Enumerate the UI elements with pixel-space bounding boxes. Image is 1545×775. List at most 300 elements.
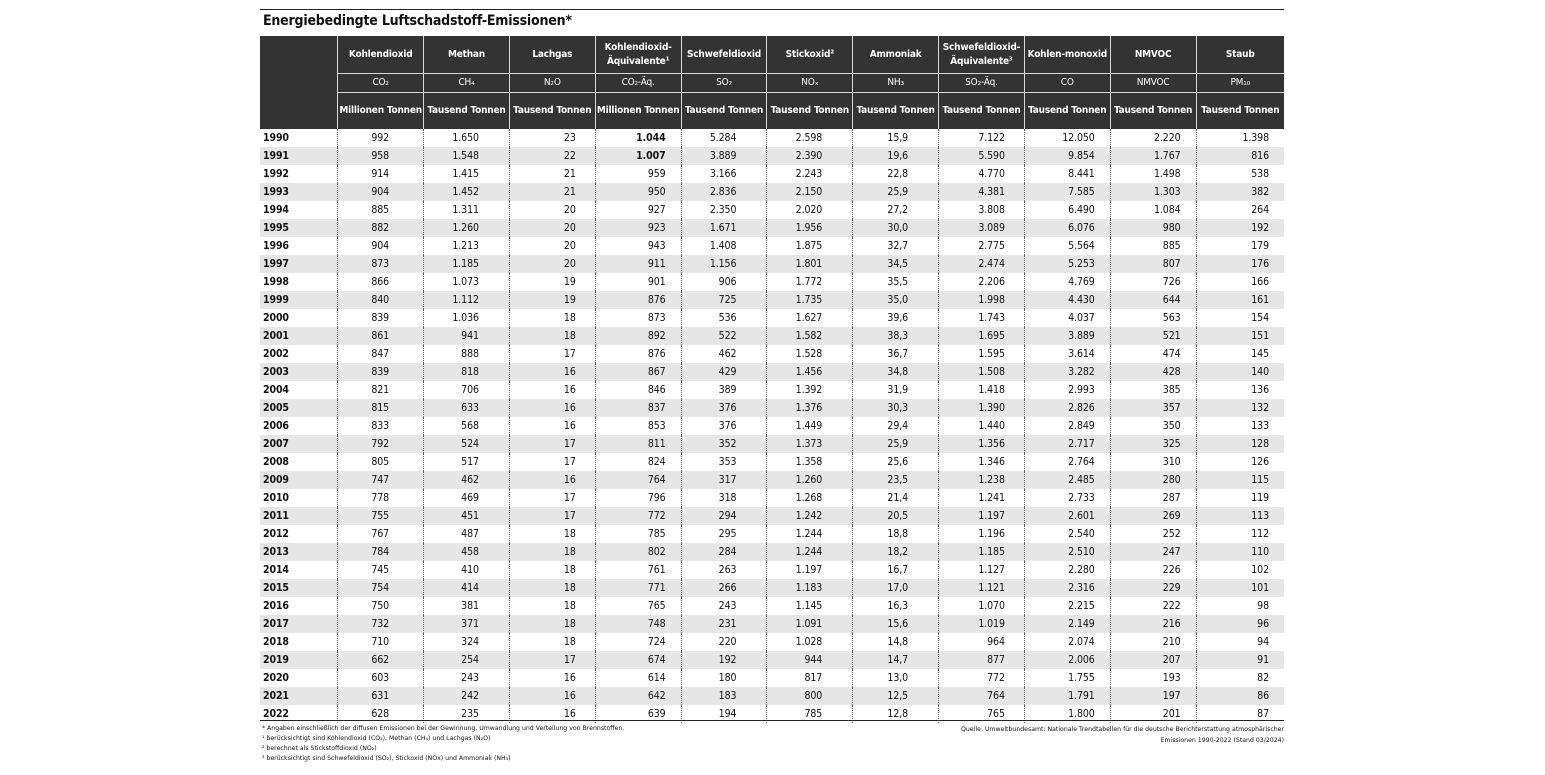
table-row (260, 327, 1284, 345)
value-cell: 1.743 (939, 309, 1025, 327)
value-cell: 837 (595, 399, 681, 417)
value-cell: 18 (509, 525, 595, 543)
value-cell: 2.540 (1024, 525, 1110, 543)
value-cell: 96 (1196, 615, 1284, 633)
value-cell: 824 (595, 453, 681, 471)
value-cell: 2.074 (1024, 633, 1110, 651)
value-cell: 183 (681, 687, 767, 705)
value-cell: 82 (1196, 669, 1284, 687)
value-cell: 1.390 (939, 399, 1025, 417)
value-cell: 2.316 (1024, 579, 1110, 597)
column-formula: SO₂ (681, 74, 767, 93)
value-cell: 352 (681, 435, 767, 453)
column-formula: NOₓ (767, 74, 853, 93)
value-cell: 761 (595, 561, 681, 579)
value-cell: 235 (424, 705, 510, 723)
value-cell: 2.350 (681, 201, 767, 219)
value-cell: 17 (509, 453, 595, 471)
column-header: Kohlendioxid (338, 36, 424, 74)
table-row (260, 165, 1284, 183)
value-cell: 1.185 (939, 543, 1025, 561)
value-cell: 5.590 (939, 147, 1025, 165)
value-cell: 18 (509, 579, 595, 597)
column-unit: Millionen Tonnen (595, 93, 681, 130)
value-cell: 725 (681, 291, 767, 309)
year-cell: 1993 (260, 183, 338, 201)
column-header: Stickoxid² (767, 36, 853, 74)
value-cell: 16 (509, 399, 595, 417)
footnote: ³ berücksichtigt sind Schwefeldioxid (SO₂), Stickoxid (NOx) und Ammoniak (NH₃) (262, 755, 511, 762)
value-cell: 1.671 (681, 219, 767, 237)
value-cell: 1.735 (767, 291, 853, 309)
year-cell: 2005 (260, 399, 338, 417)
table-row (260, 183, 1284, 201)
value-cell: 20,5 (853, 507, 939, 525)
value-cell: 2.280 (1024, 561, 1110, 579)
value-cell: 295 (681, 525, 767, 543)
column-header: Staub (1196, 36, 1284, 74)
value-cell: 1.650 (424, 129, 510, 147)
value-cell: 180 (681, 669, 767, 687)
value-cell: 222 (1110, 597, 1196, 615)
value-cell: 901 (595, 273, 681, 291)
table-row (260, 543, 1284, 561)
table-row (260, 363, 1284, 381)
column-formula: PM₁₀ (1196, 74, 1284, 93)
value-cell: 847 (338, 345, 424, 363)
value-cell: 179 (1196, 237, 1284, 255)
value-cell: 376 (681, 417, 767, 435)
column-header: Schwefeldioxid-Äquivalente³ (939, 36, 1025, 74)
value-cell: 220 (681, 633, 767, 651)
value-cell: 1.260 (424, 219, 510, 237)
table-row (260, 255, 1284, 273)
value-cell: 216 (1110, 615, 1196, 633)
footnote: ¹ berücksichtigt sind Kohlendioxid (CO₂), Methan (CH₄) und Lachgas (N₂O) (262, 735, 491, 742)
value-cell: 8.441 (1024, 165, 1110, 183)
value-cell: 263 (681, 561, 767, 579)
value-cell: 284 (681, 543, 767, 561)
value-cell: 1.073 (424, 273, 510, 291)
value-cell: 2.020 (767, 201, 853, 219)
year-cell: 2004 (263, 384, 289, 396)
value-cell: 16 (509, 417, 595, 435)
value-cell: 18,8 (853, 525, 939, 543)
value-cell: 876 (595, 291, 681, 309)
value-cell: 2.826 (1024, 399, 1110, 417)
value-cell: 2.243 (767, 165, 853, 183)
value-cell: 15,9 (853, 129, 939, 147)
value-cell: 662 (338, 651, 424, 669)
value-cell: 462 (424, 471, 510, 489)
value-cell: 764 (595, 471, 681, 489)
value-cell: 371 (424, 615, 510, 633)
column-header: Schwefeldioxid (681, 36, 767, 74)
value-cell: 3.614 (1024, 345, 1110, 363)
value-cell: 113 (1196, 507, 1284, 525)
value-cell: 1.358 (767, 453, 853, 471)
value-cell: 6.076 (1024, 219, 1110, 237)
value-cell: 914 (338, 165, 424, 183)
value-cell: 20 (509, 255, 595, 273)
value-cell: 1.528 (767, 345, 853, 363)
value-cell: 877 (939, 651, 1025, 669)
value-cell: 226 (1110, 561, 1196, 579)
column-unit: Tausend Tonnen (424, 93, 510, 130)
value-cell: 136 (1196, 381, 1284, 399)
value-cell: 350 (1110, 417, 1196, 435)
value-cell: 30,3 (853, 399, 939, 417)
table-row (260, 669, 1284, 687)
value-cell: 1.112 (424, 291, 510, 309)
value-cell: 1.183 (767, 579, 853, 597)
value-cell: 133 (1196, 417, 1284, 435)
value-cell: 628 (338, 705, 424, 723)
value-cell: 642 (595, 687, 681, 705)
year-cell: 2021 (260, 687, 338, 705)
value-cell: 1.091 (767, 615, 853, 633)
value-cell: 1.196 (939, 525, 1025, 543)
value-cell: 818 (424, 363, 510, 381)
value-cell: 126 (1196, 453, 1284, 471)
value-cell: 428 (1110, 363, 1196, 381)
emissions-table (260, 36, 1284, 723)
value-cell: 3.089 (939, 219, 1025, 237)
value-cell: 1.007 (595, 147, 681, 165)
table-body (260, 129, 1284, 723)
value-cell: 2.764 (1024, 453, 1110, 471)
year-cell: 2001 (260, 327, 338, 345)
value-cell: 382 (1196, 183, 1284, 201)
column-formula: CO₂ (338, 74, 424, 93)
value-cell: 745 (338, 561, 424, 579)
value-cell: 980 (1110, 219, 1196, 237)
value-cell: 16,7 (853, 561, 939, 579)
value-cell: 161 (1196, 291, 1284, 309)
column-formula: N₂O (509, 74, 595, 93)
table-row (260, 147, 1284, 165)
value-cell: 867 (595, 363, 681, 381)
year-cell: 1999 (260, 291, 338, 309)
value-cell: 16 (509, 381, 595, 399)
value-cell: 866 (338, 273, 424, 291)
value-cell: 29,4 (853, 417, 939, 435)
value-cell: 18 (509, 615, 595, 633)
value-cell: 474 (1110, 345, 1196, 363)
value-cell: 16 (509, 687, 595, 705)
value-cell: 1.156 (681, 255, 767, 273)
value-cell: 197 (1110, 687, 1196, 705)
value-cell: 207 (1110, 651, 1196, 669)
value-cell: 229 (1110, 579, 1196, 597)
value-cell: 764 (939, 687, 1025, 705)
value-cell: 20 (509, 237, 595, 255)
value-cell: 747 (338, 471, 424, 489)
column-header: NMVOC (1110, 36, 1196, 74)
value-cell: 264 (1196, 201, 1284, 219)
value-cell: 1.244 (767, 525, 853, 543)
value-cell: 765 (595, 597, 681, 615)
value-cell: 923 (595, 219, 681, 237)
table-row (260, 309, 1284, 327)
value-cell: 2.849 (1024, 417, 1110, 435)
value-cell: 231 (681, 615, 767, 633)
value-cell: 458 (424, 543, 510, 561)
value-cell: 243 (681, 597, 767, 615)
source-line: Emissionen 1990-2022 (Stand 03/2024) (1160, 737, 1284, 744)
year-cell: 1995 (260, 219, 338, 237)
value-cell: 87 (1196, 705, 1284, 723)
year-cell: 2006 (263, 420, 289, 432)
value-cell: 18 (509, 309, 595, 327)
value-cell: 2.510 (1024, 543, 1110, 561)
value-cell: 821 (338, 381, 424, 399)
value-cell: 21,4 (853, 489, 939, 507)
footnotes (262, 724, 624, 764)
year-cell: 2017 (260, 615, 338, 633)
value-cell: 839 (338, 309, 424, 327)
table-row (260, 417, 1284, 435)
footnote: * Angaben einschließlich der diffusen Emissionen bei der Gewinnung, Umwandlung und Verteilung von Brennstoffen. (262, 725, 625, 732)
value-cell: 1.875 (767, 237, 853, 255)
column-formula: NMVOC (1110, 74, 1196, 93)
value-cell: 885 (338, 201, 424, 219)
value-cell: 115 (1196, 471, 1284, 489)
value-cell: 568 (424, 417, 510, 435)
value-cell: 21 (509, 183, 595, 201)
value-cell: 1.260 (767, 471, 853, 489)
value-cell: 1.303 (1110, 183, 1196, 201)
value-cell: 805 (338, 453, 424, 471)
year-cell: 2012 (263, 528, 289, 540)
value-cell: 792 (338, 435, 424, 453)
value-cell: 16 (509, 363, 595, 381)
column-header: Kohlen-monoxid (1024, 36, 1110, 74)
value-cell: 750 (338, 597, 424, 615)
value-cell: 959 (595, 165, 681, 183)
value-cell: 357 (1110, 399, 1196, 417)
value-cell: 873 (595, 309, 681, 327)
value-cell: 16 (509, 669, 595, 687)
value-cell: 91 (1196, 651, 1284, 669)
value-cell: 247 (1110, 543, 1196, 561)
column-unit: Tausend Tonnen (1024, 93, 1110, 130)
value-cell: 1.498 (1110, 165, 1196, 183)
year-cell: 2008 (263, 456, 289, 468)
value-cell: 767 (338, 525, 424, 543)
value-cell: 3.166 (681, 165, 767, 183)
value-cell: 2.220 (1110, 129, 1196, 147)
value-cell: 633 (424, 399, 510, 417)
value-cell: 266 (681, 579, 767, 597)
value-cell: 376 (681, 399, 767, 417)
value-cell: 631 (338, 687, 424, 705)
value-cell: 1.418 (939, 381, 1025, 399)
value-cell: 2.836 (681, 183, 767, 201)
value-cell: 20 (509, 201, 595, 219)
value-cell: 927 (595, 201, 681, 219)
value-cell: 1.241 (939, 489, 1025, 507)
value-cell: 36,7 (853, 345, 939, 363)
header-corner (260, 36, 338, 129)
table-row (260, 489, 1284, 507)
value-cell: 9.854 (1024, 147, 1110, 165)
value-cell: 27,2 (853, 201, 939, 219)
value-cell: 140 (1196, 363, 1284, 381)
value-cell: 16 (509, 705, 595, 723)
value-cell: 840 (338, 291, 424, 309)
value-cell: 7.122 (939, 129, 1025, 147)
value-cell: 1.595 (939, 345, 1025, 363)
table-row (260, 525, 1284, 543)
value-cell: 1.627 (767, 309, 853, 327)
value-cell: 944 (767, 651, 853, 669)
value-cell: 563 (1110, 309, 1196, 327)
value-cell: 16 (509, 471, 595, 489)
value-cell: 1.127 (939, 561, 1025, 579)
value-cell: 18 (509, 327, 595, 345)
value-cell: 38,3 (853, 327, 939, 345)
value-cell: 755 (338, 507, 424, 525)
value-cell: 39,6 (853, 309, 939, 327)
value-cell: 726 (1110, 273, 1196, 291)
value-cell: 1.145 (767, 597, 853, 615)
value-cell: 892 (595, 327, 681, 345)
value-cell: 21 (509, 165, 595, 183)
table-row (260, 435, 1284, 453)
value-cell: 5.564 (1024, 237, 1110, 255)
value-cell: 4.770 (939, 165, 1025, 183)
value-cell: 192 (1196, 219, 1284, 237)
value-cell: 785 (595, 525, 681, 543)
value-cell: 614 (595, 669, 681, 687)
value-cell: 19,6 (853, 147, 939, 165)
value-cell: 166 (1196, 273, 1284, 291)
value-cell: 2.993 (1024, 381, 1110, 399)
value-cell: 410 (424, 561, 510, 579)
value-cell: 1.548 (424, 147, 510, 165)
value-cell: 294 (681, 507, 767, 525)
value-cell: 1.311 (424, 201, 510, 219)
value-cell: 771 (595, 579, 681, 597)
value-cell: 4.037 (1024, 309, 1110, 327)
column-unit: Tausend Tonnen (853, 93, 939, 130)
value-cell: 101 (1196, 579, 1284, 597)
value-cell: 12,8 (853, 705, 939, 723)
value-cell: 639 (595, 705, 681, 723)
value-cell: 112 (1196, 525, 1284, 543)
value-cell: 1.197 (939, 507, 1025, 525)
value-cell: 287 (1110, 489, 1196, 507)
year-cell: 1996 (263, 240, 289, 252)
value-cell: 904 (338, 237, 424, 255)
value-cell: 1.070 (939, 597, 1025, 615)
source-line: Quelle: Umweltbundesamt: Nationale Trendtabellen für die deutsche Berichterstattung atmosphärischer (961, 726, 1284, 733)
value-cell: 469 (424, 489, 510, 507)
value-cell: 193 (1110, 669, 1196, 687)
value-cell: 94 (1196, 633, 1284, 651)
value-cell: 784 (338, 543, 424, 561)
value-cell: 1.415 (424, 165, 510, 183)
column-unit: Tausend Tonnen (767, 93, 853, 130)
year-cell: 2020 (263, 672, 289, 684)
value-cell: 324 (424, 633, 510, 651)
value-cell: 816 (1196, 147, 1284, 165)
value-cell: 1.767 (1110, 147, 1196, 165)
value-cell: 414 (424, 579, 510, 597)
value-cell: 1.242 (767, 507, 853, 525)
value-cell: 17 (509, 651, 595, 669)
value-cell: 389 (681, 381, 767, 399)
value-cell: 1.456 (767, 363, 853, 381)
value-cell: 2.598 (767, 129, 853, 147)
year-cell: 2014 (263, 564, 289, 576)
value-cell: 1.452 (424, 183, 510, 201)
value-cell: 603 (338, 669, 424, 687)
year-cell: 2019 (260, 651, 338, 669)
table-row (260, 399, 1284, 417)
table-row (260, 381, 1284, 399)
column-header: Kohlendioxid-Äquivalente¹ (595, 36, 681, 74)
column-unit: Tausend Tonnen (1110, 93, 1196, 130)
value-cell: 839 (338, 363, 424, 381)
value-cell: 1.376 (767, 399, 853, 417)
value-cell: 906 (681, 273, 767, 291)
value-cell: 1.019 (939, 615, 1025, 633)
value-cell: 1.582 (767, 327, 853, 345)
year-cell: 2007 (260, 435, 338, 453)
value-cell: 853 (595, 417, 681, 435)
value-cell: 12.050 (1024, 129, 1110, 147)
value-cell: 833 (338, 417, 424, 435)
value-cell: 19 (509, 273, 595, 291)
value-cell: 811 (595, 435, 681, 453)
value-cell: 132 (1196, 399, 1284, 417)
table-header (260, 36, 1284, 129)
value-cell: 23,5 (853, 471, 939, 489)
value-cell: 17 (509, 507, 595, 525)
value-cell: 429 (681, 363, 767, 381)
value-cell: 802 (595, 543, 681, 561)
value-cell: 25,6 (853, 453, 939, 471)
year-cell: 2003 (260, 363, 338, 381)
value-cell: 522 (681, 327, 767, 345)
column-unit: Tausend Tonnen (509, 93, 595, 130)
value-cell: 19 (509, 291, 595, 309)
value-cell: 22 (509, 147, 595, 165)
value-cell: 943 (595, 237, 681, 255)
value-cell: 964 (939, 633, 1025, 651)
value-cell: 1.121 (939, 579, 1025, 597)
value-cell: 941 (424, 327, 510, 345)
value-cell: 201 (1110, 705, 1196, 723)
value-cell: 151 (1196, 327, 1284, 345)
year-cell: 2016 (263, 600, 289, 612)
value-cell: 536 (681, 309, 767, 327)
value-cell: 23 (509, 129, 595, 147)
year-cell: 1992 (263, 168, 289, 180)
value-cell: 1.398 (1196, 129, 1284, 147)
value-cell: 317 (681, 471, 767, 489)
value-cell: 252 (1110, 525, 1196, 543)
column-header: Ammoniak (853, 36, 939, 74)
value-cell: 1.346 (939, 453, 1025, 471)
value-cell: 1.695 (939, 327, 1025, 345)
source-note (961, 724, 1284, 746)
column-unit: Tausend Tonnen (1196, 93, 1284, 130)
value-cell: 451 (424, 507, 510, 525)
value-cell: 3.889 (681, 147, 767, 165)
